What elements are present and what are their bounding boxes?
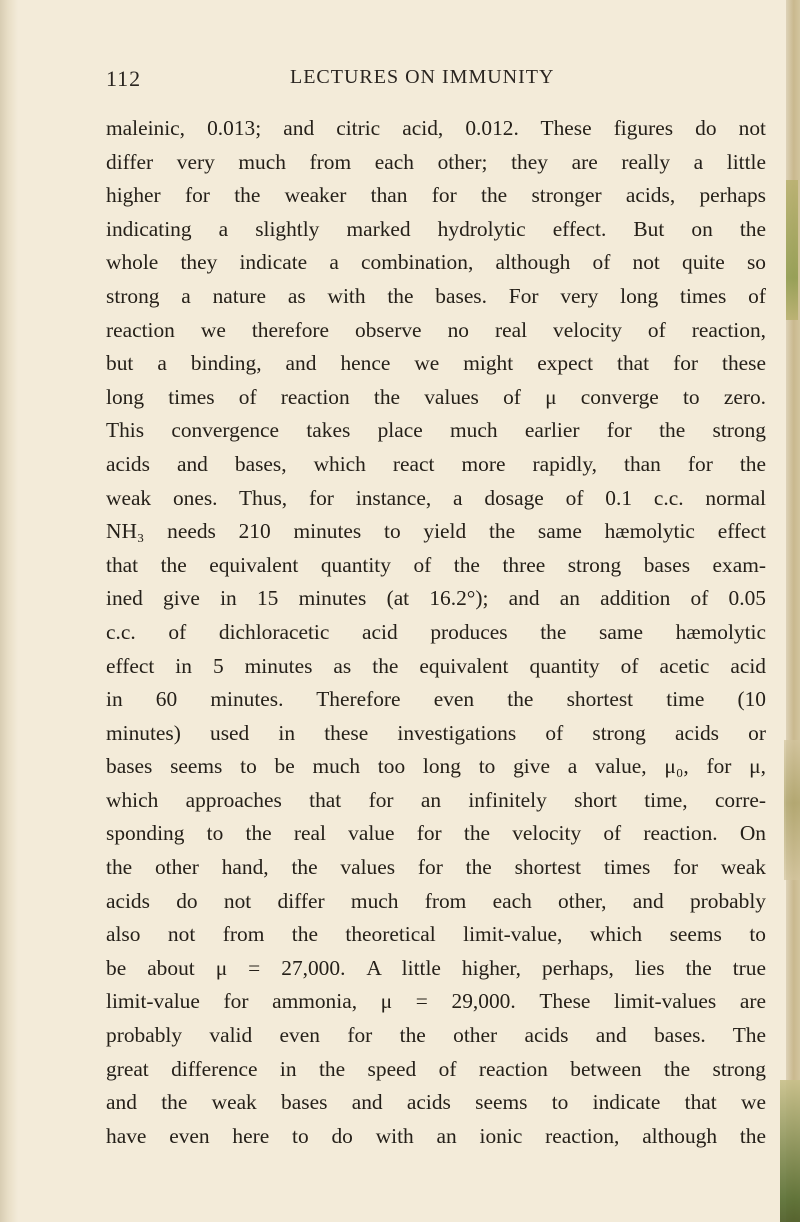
text-line: in 60 minutes. Therefore even the shortest time (10 [106,687,766,712]
text-line: long times of reaction the values of μ converge to zero. [106,384,766,409]
text-line: ined give in 15 minutes (at 16.2°); and an addition of 0.05 [106,586,766,611]
text-line: be about μ = 27,000. A little higher, perhaps, lies the true [106,955,766,980]
text-line: bases seems to be much too long to give a value, μ₀, for μ, [106,754,766,779]
text-line: great difference in the speed of reaction between the strong [106,1056,766,1081]
text-line: weak ones. Thus, for instance, a dosage of 0.1 c.c. normal [106,485,766,510]
text-line: higher for the weaker than for the stronger acids, perhaps [106,183,766,208]
gutter-stain-middle [784,740,800,880]
text-line: which approaches that for an infinitely short time, corre- [106,787,766,812]
text-line: sponding to the real value for the velocity of reaction. On [106,821,766,846]
text-line: differ very much from each other; they are really a little [106,149,766,174]
text-line: NH₃ needs 210 minutes to yield the same hæmolytic effect [106,519,766,544]
text-line: This convergence takes place much earlier for the strong [106,418,766,443]
text-line: minutes) used in these investigations of strong acids or [106,720,766,745]
text-line: acids and bases, which react more rapidly, than for the [106,451,766,476]
text-line: strong a nature as with the bases. For very long times of [106,283,766,308]
page-number: 112 [106,66,142,91]
page-header [106,60,746,100]
text-line: effect in 5 minutes as the equivalent quantity of acetic acid [106,653,766,678]
text-line: probably valid even for the other acids and bases. The [106,1023,766,1048]
text-line: indicating a slightly marked hydrolytic effect. But on the [106,216,766,241]
gutter-stain-top [786,180,798,320]
running-head: LECTURES ON IMMUNITY [290,66,555,88]
text-line: maleinic, 0.013; and citric acid, 0.012. These figures do not [106,116,766,140]
gutter-stain-bottom [780,1080,800,1222]
text-line: reaction we therefore observe no real velocity of reaction, [106,317,766,342]
text-line: have even here to do with an ionic reaction, although the [106,1123,766,1148]
text-line: limit-value for ammonia, μ = 29,000. These limit-values are [106,989,766,1014]
text-line: that the equivalent quantity of the three strong bases exam- [106,552,766,577]
body-text [106,112,766,1153]
text-line: the other hand, the values for the shortest times for weak [106,855,766,880]
page-left-shadow [0,0,18,1222]
text-line: whole they indicate a combination, although of not quite so [106,250,766,275]
text-line: c.c. of dichloracetic acid produces the same hæmolytic [106,619,766,644]
text-line: acids do not differ much from each other, and probably [106,888,766,913]
text-line: and the weak bases and acids seems to indicate that we [106,1090,766,1115]
text-line: also not from the theoretical limit-value, which seems to [106,922,766,947]
text-line: but a binding, and hence we might expect that for these [106,351,766,376]
